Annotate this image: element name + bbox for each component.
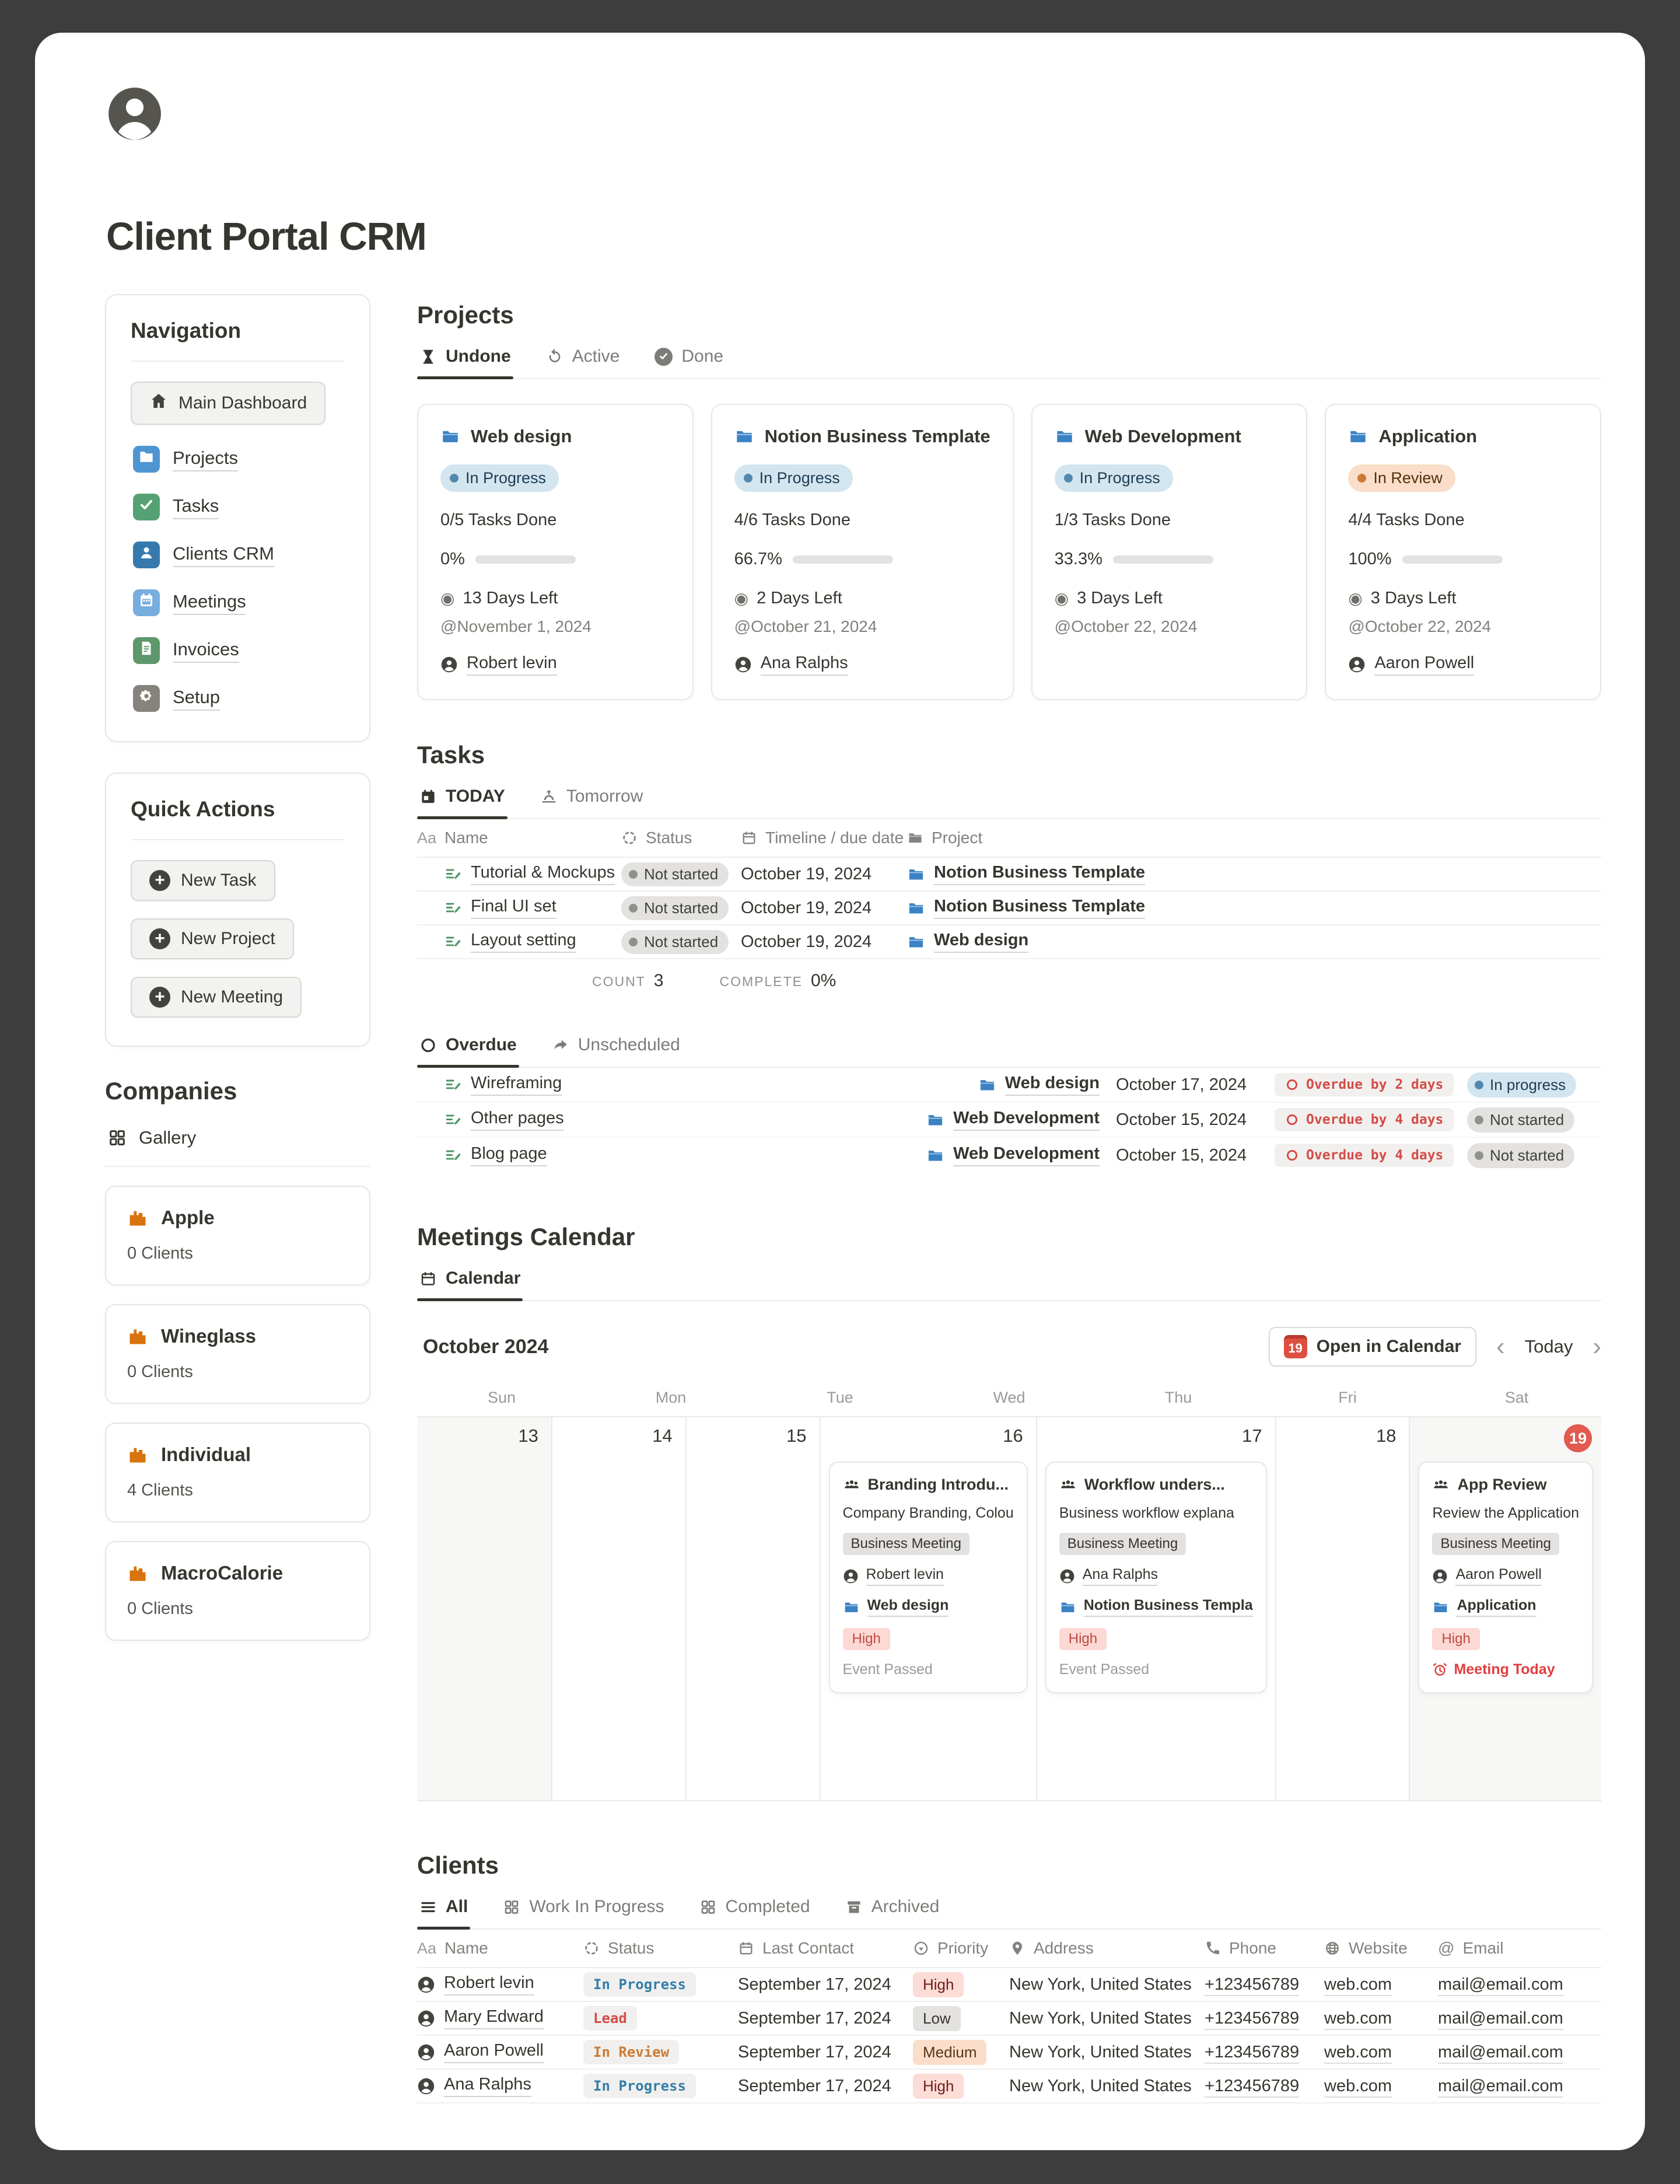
priority-icon [913,1940,929,1956]
client-address: New York, United States [1009,2076,1192,2095]
task-row[interactable]: Layout setting Not started October 19, 2024 Web design [417,925,1601,959]
folder-icon [926,1111,944,1129]
priority-badge: Low [913,2006,961,2031]
page-title: Client Portal CRM [106,215,426,258]
sidebar-item-label: Projects [173,448,238,471]
tab-done[interactable] [652,347,726,378]
project-cards [417,404,1601,700]
grid-icon [699,1898,717,1916]
overdue-badge: Overdue by 2 days [1275,1073,1454,1096]
priority-badge: High [913,1972,964,1997]
sidebar-item-meetings[interactable] [133,589,341,616]
tab-label: Tomorrow [566,787,643,806]
client-phone[interactable]: +123456789 [1205,1975,1299,1996]
task-icon [444,1111,462,1129]
tab-tomorrow[interactable] [538,787,646,818]
project-card-web-design[interactable] [417,404,694,700]
complete-label: COMPLETE [719,974,803,989]
next-week-chevron[interactable]: › [1592,1332,1601,1361]
person-icon [417,1976,435,1994]
today-badge: 19 [1564,1424,1592,1452]
sidebar-item-label: Meetings [173,591,246,615]
event-status: Event Passed [1059,1661,1150,1678]
tab-label: Work In Progress [529,1897,664,1916]
companies-section [105,1077,370,1641]
gallery-label: Gallery [139,1127,197,1148]
tab-today[interactable] [417,787,508,818]
app-window [35,33,1645,2150]
event-description: Business workflow explana [1059,1505,1234,1521]
progress-percent: 66.7% [734,550,782,568]
day-number: 13 [518,1425,538,1446]
check-circle-icon [654,348,673,366]
event-type-tag: Business Meeting [1432,1533,1559,1555]
client-email[interactable]: mail@email.com [1438,1975,1563,1996]
folder-icon [907,865,925,883]
due-date: @October 22, 2024 [1054,617,1198,635]
progress-bar [1113,555,1213,564]
main-dashboard-button[interactable] [131,382,326,425]
tab-label: Completed [725,1897,810,1916]
sidebar-item-label: Clients CRM [173,543,274,567]
progress-percent: 0% [440,550,465,568]
due-date: October 17, 2024 [1116,1075,1247,1094]
tab-label: Undone [446,347,511,366]
priority-tag: High [1432,1628,1479,1650]
tasks-done-count: 0/5 Tasks Done [440,511,557,529]
tab-archived[interactable] [843,1897,942,1928]
priority-badge: Medium [913,2040,986,2065]
calendar-icon [738,1940,754,1956]
tab-completed[interactable] [697,1897,813,1928]
plus-icon: + [149,870,170,891]
meetings-calendar-icon [133,589,160,616]
client-address: New York, United States [1009,2042,1192,2061]
phone-icon [1205,1940,1221,1956]
priority-badge: High [913,2074,964,2099]
days-left: 2 Days Left [757,589,842,607]
days-left: 3 Days Left [1077,589,1163,607]
folder-icon [926,1147,944,1165]
calendar-tabbar [417,1269,1601,1301]
project-name: Notion Business Template [764,426,991,446]
plus-icon: + [149,987,170,1008]
person-icon [1059,1568,1075,1584]
tasks-done-count: 4/4 Tasks Done [1348,511,1465,529]
tasks-table-footer [417,959,1601,994]
sidebar-item-label: Invoices [173,639,239,663]
clients-tabbar [417,1897,1601,1930]
new-meeting-button[interactable] [131,977,302,1018]
projects-tabbar [417,347,1601,379]
tab-label: TODAY [446,787,505,806]
client-phone[interactable]: +123456789 [1205,2009,1299,2030]
client-phone[interactable]: +123456789 [1205,2043,1299,2064]
client-email[interactable]: mail@email.com [1438,2009,1563,2030]
project-card-notion-business-template[interactable] [711,404,1014,700]
project-name: Web design [471,426,572,446]
project-card-application[interactable] [1325,404,1601,700]
due-date: October 15, 2024 [1116,1145,1247,1165]
count-label: COUNT [592,974,646,989]
progress-bar [1402,555,1503,564]
main-column [417,294,1601,2103]
circle-icon [419,1036,437,1054]
sidebar-item-tasks[interactable] [133,494,341,520]
sidebar-item-projects[interactable] [133,446,341,473]
event-type-tag: Business Meeting [1059,1533,1186,1555]
sidebar-item-label: Tasks [173,495,219,519]
today-button[interactable]: Today [1524,1336,1573,1357]
client-website[interactable]: web.com [1324,1975,1392,1996]
gallery-grid-icon [107,1128,127,1148]
people-icon [1059,1476,1077,1494]
client-row[interactable]: Robert levin In Progress September 17, 2024 High New York, United States +123456789 web.com mail@email.com [417,1968,1601,2002]
project-name: Web Development [1084,426,1241,446]
day-cell-mon[interactable] [551,1417,685,1800]
due-date: October 15, 2024 [1116,1110,1247,1129]
tab-undone[interactable] [417,347,513,378]
at-icon: @ [1438,1939,1455,1957]
calendar-app-icon: 19 [1284,1335,1307,1358]
page-avatar-icon[interactable] [106,85,163,142]
building-icon [127,1326,148,1347]
client-status: In Progress [583,1972,696,1997]
company-card-apple[interactable] [105,1186,370,1285]
main-dashboard-label: Main Dashboard [178,393,307,413]
people-icon [1432,1476,1450,1494]
days-left: 3 Days Left [1370,589,1457,607]
company-client-count: 0 Clients [127,1362,193,1381]
target-icon: ◉ [1054,589,1069,607]
overdue-tabbar [417,1035,1601,1068]
client-email[interactable]: mail@email.com [1438,2043,1563,2064]
globe-icon [1324,1940,1340,1956]
day-cell-wed[interactable] [820,1417,1036,1800]
person-icon [417,2043,435,2061]
due-date: October 19, 2024 [741,932,872,951]
task-icon [444,865,462,883]
client-email[interactable]: mail@email.com [1438,2077,1563,2098]
sidebar [105,294,370,1641]
event-card-app-review[interactable]: App Review Review the Application Business Meeting Aaron Powell Application High Meeting Today [1418,1462,1593,1693]
status-badge: Not started [1467,1143,1574,1168]
person-icon [417,2077,435,2095]
building-icon [127,1444,148,1465]
folder-icon [1348,427,1368,446]
sidebar-item-clients-crm[interactable] [133,541,341,568]
company-card-wineglass[interactable] [105,1304,370,1404]
person-icon [1348,656,1366,673]
day-cell-sun[interactable] [417,1417,551,1800]
calendar-week-grid [417,1416,1601,1801]
due-date: October 19, 2024 [741,898,872,917]
assignee-link[interactable]: Robert levin [440,654,670,676]
clients-person-icon [133,541,160,568]
client-status: In Progress [583,2074,696,2098]
client-row[interactable]: Aaron Powell In Review September 17, 2024 Medium New York, United States +123456789 web.com mail@email.com [417,2036,1601,2070]
status-badge: In Progress [734,464,853,492]
company-name: Apple [161,1207,215,1228]
day-number: 15 [786,1425,807,1446]
status-spinner-icon [621,830,638,846]
client-website[interactable]: web.com [1324,2043,1392,2064]
navigation-panel [105,294,370,742]
last-contact-date: September 17, 2024 [738,2008,891,2028]
client-website[interactable]: web.com [1324,2077,1392,2098]
quick-actions-title: Quick Actions [131,797,275,821]
plus-icon: + [149,928,170,949]
day-cell-thu[interactable] [1036,1417,1275,1800]
tab-unscheduled[interactable] [550,1035,682,1067]
sidebar-item-invoices[interactable] [133,637,341,664]
meetings-calendar-title: Meetings Calendar [417,1223,635,1250]
due-date: @November 1, 2024 [440,617,592,635]
new-meeting-label: New Meeting [181,987,284,1007]
building-icon [127,1563,148,1584]
task-row[interactable]: Final UI set Not started October 19, 2024 Notion Business Template [417,892,1601,925]
tab-label: All [446,1897,468,1916]
event-card-branding-introduction[interactable]: Branding Introdu... Company Branding, Colou Business Meeting Robert levin Web design High Event Passed [829,1462,1028,1693]
overdue-badge: Overdue by 4 days [1275,1144,1454,1167]
target-icon: ◉ [734,589,749,607]
open-in-calendar-button[interactable]: 19 Open in Calendar [1269,1327,1476,1367]
tab-overdue[interactable] [417,1035,519,1067]
sunrise-icon [540,788,558,805]
count-value: 3 [653,971,664,990]
sidebar-item-setup[interactable] [133,685,341,712]
folder-icon [978,1076,996,1094]
sidebar-item-label: Setup [173,687,220,711]
clients-table-header: Aa Name Status Last Contact Priority Address Phone Website @ Email [417,1930,1601,1968]
weekday-header: Sun Mon Tue Wed Thu Fri Sat [487,1389,1529,1406]
projects-section-title: Projects [417,301,514,329]
people-icon [843,1476,860,1494]
location-pin-icon [1009,1940,1026,1956]
tab-work-in-progress[interactable] [501,1897,666,1928]
navigation-title: Navigation [131,319,242,343]
task-row[interactable]: Tutorial & Mockups Not started October 19, 2024 Notion Business Template [417,858,1601,892]
companies-title: Companies [105,1077,237,1105]
day-number: 17 [1242,1425,1262,1446]
company-client-count: 0 Clients [127,1244,193,1263]
person-icon [417,2010,435,2028]
event-description: Review the Application [1432,1505,1579,1521]
folder-icon [907,830,923,846]
tasks-done-count: 1/3 Tasks Done [1054,511,1171,529]
progress-bar [793,555,893,564]
projects-folder-icon [133,446,160,473]
client-address: New York, United States [1009,1975,1192,1994]
list-icon [419,1898,437,1916]
overdue-badge: Overdue by 4 days [1275,1108,1454,1131]
divider [131,839,345,840]
company-card-macrocalorie[interactable] [105,1541,370,1641]
divider [131,361,345,362]
company-client-count: 0 Clients [127,1599,193,1618]
progress-percent: 33.3% [1054,550,1102,568]
day-number: 14 [652,1425,673,1446]
meeting-today-status: Meeting Today [1432,1661,1579,1678]
calendar-icon [419,788,437,805]
new-project-button[interactable] [131,918,294,959]
folder-icon [1059,1599,1076,1616]
refresh-icon [546,348,564,365]
task-icon [444,1147,462,1165]
tab-calendar[interactable] [417,1269,523,1300]
home-icon [149,392,168,415]
text-type-icon: Aa [417,829,437,847]
folder-icon [843,1599,860,1616]
due-date: October 19, 2024 [741,864,872,883]
day-number: 18 [1376,1425,1396,1446]
quick-actions-panel [105,773,370,1047]
client-row[interactable]: Mary Edward Lead September 17, 2024 Low New York, United States +123456789 web.com mail@email.com [417,2002,1601,2036]
divider [105,1166,370,1167]
status-badge: Not started [621,930,729,954]
project-name: Application [1378,426,1478,446]
priority-tag: High [843,1628,890,1650]
setup-gear-icon [133,685,160,712]
tab-label: Active [572,347,620,366]
client-address: New York, United States [1009,2008,1192,2028]
task-icon [444,933,462,951]
client-row[interactable]: Ana Ralphs In Progress September 17, 2024 High New York, United States +123456789 web.com mail@email.com [417,2070,1601,2103]
status-badge: In Progress [440,464,559,492]
last-contact-date: September 17, 2024 [738,1975,891,1994]
person-icon [843,1568,859,1584]
company-name: MacroCalorie [161,1562,284,1584]
calendar-icon [741,830,757,846]
tab-label: Calendar [446,1269,521,1288]
client-status: In Review [583,2040,679,2064]
prev-week-chevron[interactable]: ‹ [1496,1332,1505,1361]
hourglass-icon [419,348,437,365]
text-type-icon: Aa [417,1939,437,1957]
folder-icon [907,899,925,917]
overdue-row[interactable]: Blog page Web Development October 15, 2024 Overdue by 4 days Not started [417,1138,1601,1173]
archive-icon [845,1898,863,1916]
building-icon [127,1207,148,1228]
event-type-tag: Business Meeting [843,1533,970,1555]
gallery-view-tab[interactable] [105,1127,370,1166]
month-label: October 2024 [423,1335,549,1358]
target-icon: ◉ [1348,589,1363,607]
company-name: Individual [161,1444,251,1465]
tab-label: Unscheduled [578,1035,680,1054]
grid-icon [503,1898,520,1916]
client-phone[interactable]: +123456789 [1205,2077,1299,2098]
clients-section-title: Clients [417,1851,499,1879]
task-icon [444,899,462,917]
day-cell-sat[interactable] [1409,1417,1601,1800]
assignee-link[interactable]: Aaron Powell [1348,654,1578,676]
tab-label: Done [681,347,724,366]
client-status: Lead [583,2006,637,2031]
status-badge: Not started [621,862,729,886]
event-status: Event Passed [842,1661,933,1678]
tab-label: Archived [871,1897,940,1916]
status-badge: Not started [1467,1107,1574,1133]
person-icon [734,656,752,673]
tab-active[interactable] [544,347,622,378]
status-badge: In Review [1348,464,1455,492]
tasks-table-header: Aa Name Status Timeline / due date Project [417,819,1601,858]
assignee-link[interactable]: Ana Ralphs [734,654,991,676]
day-number: 16 [1003,1425,1023,1446]
overdue-row[interactable]: Wireframing Web design October 17, 2024 Overdue by 2 days In progress [417,1068,1601,1103]
progress-percent: 100% [1348,550,1392,568]
new-project-label: New Project [181,929,275,948]
status-badge: Not started [621,896,729,920]
event-card-workflow-understanding[interactable]: Workflow unders... Business workflow explana Business Meeting Ana Ralphs Notion Business Templa High Event Passed [1045,1462,1267,1693]
status-badge: In Progress [1055,464,1173,492]
person-icon [1432,1568,1448,1584]
invoices-doc-icon [133,637,160,664]
target-icon: ◉ [440,589,455,607]
folder-icon [734,427,754,446]
last-contact-date: September 17, 2024 [738,2042,891,2061]
forward-arrow-icon [552,1036,569,1054]
day-cell-tue[interactable] [685,1417,820,1800]
alarm-clock-icon [1432,1662,1448,1678]
folder-icon [1432,1599,1449,1616]
company-name: Wineglass [161,1325,256,1347]
priority-tag: High [1059,1628,1107,1650]
new-task-label: New Task [181,871,257,890]
calendar-icon [419,1270,437,1287]
status-badge: In progress [1467,1072,1576,1098]
tasks-section-title: Tasks [417,741,485,768]
tab-all[interactable] [417,1897,470,1928]
company-client-count: 4 Clients [127,1481,193,1500]
person-icon [440,656,458,673]
new-task-button[interactable] [131,860,275,901]
company-card-individual[interactable] [105,1423,370,1522]
tasks-check-icon [133,494,160,520]
last-contact-date: September 17, 2024 [738,2076,891,2095]
task-icon [444,1076,462,1094]
tasks-done-count: 4/6 Tasks Done [734,511,851,529]
folder-icon [440,427,460,446]
tasks-tabbar [417,787,1601,819]
project-card-web-development[interactable] [1031,404,1308,700]
due-date: @October 21, 2024 [734,617,877,635]
overdue-row[interactable]: Other pages Web Development October 15, 2024 Overdue by 4 days Not started [417,1103,1601,1138]
status-spinner-icon [583,1940,600,1956]
folder-icon [907,933,925,951]
tab-label: Overdue [446,1035,517,1054]
due-date: @October 22, 2024 [1348,617,1492,635]
progress-bar [475,555,576,564]
folder-icon [1055,427,1074,446]
client-website[interactable]: web.com [1324,2009,1392,2030]
day-cell-fri[interactable] [1275,1417,1409,1800]
complete-value: 0% [811,971,836,990]
days-left: 13 Days Left [463,589,558,607]
event-description: Company Branding, Colou [842,1505,1014,1521]
